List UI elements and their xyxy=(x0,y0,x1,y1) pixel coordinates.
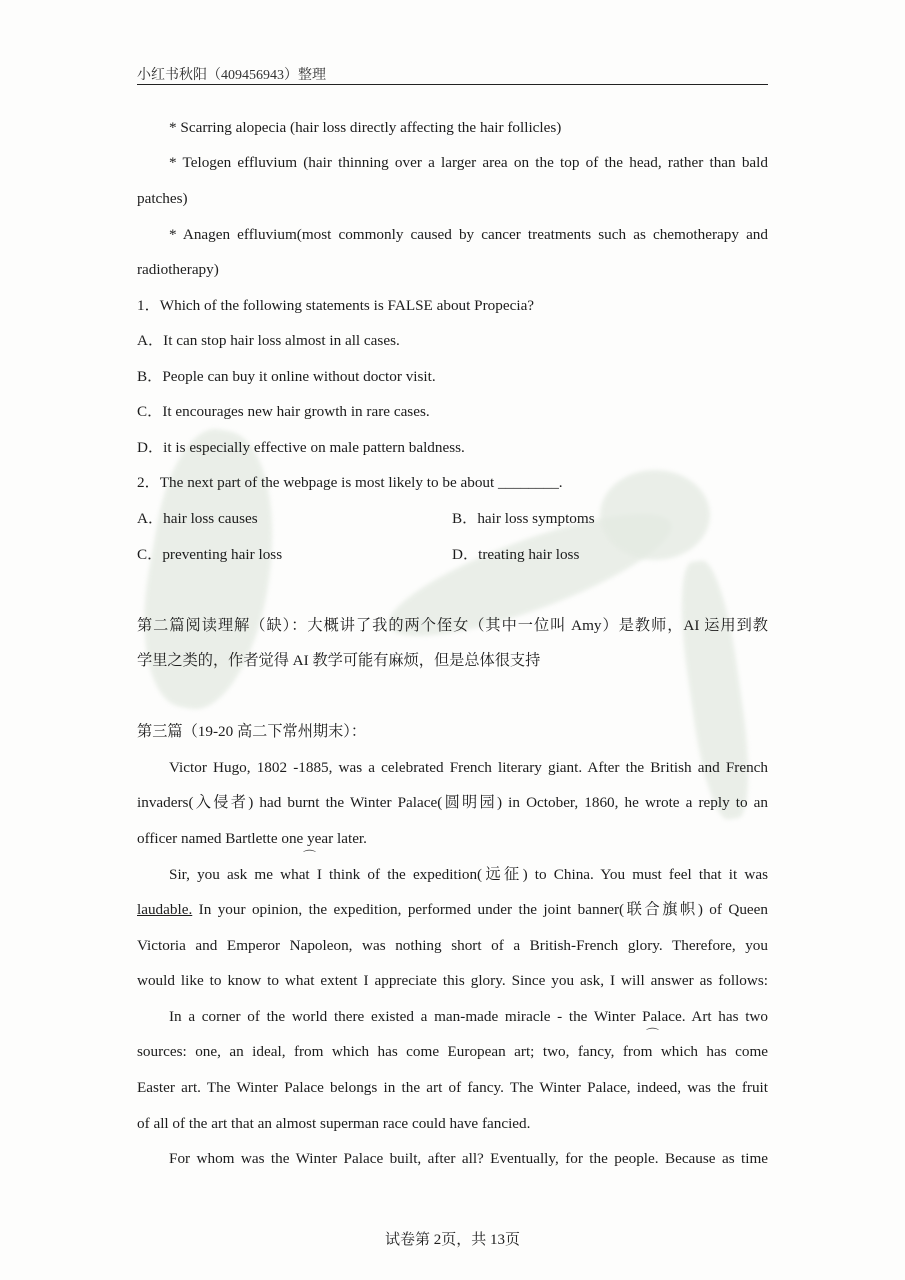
passage2-summary: 学里之类的，作者觉得 AI 教学可能有麻烦，但是总体很支持 xyxy=(137,652,541,669)
line-text: * Anagen effluvium(most commonly caused by cancer treatments such as chemotherapy and xyxy=(169,226,768,243)
option-row xyxy=(137,545,768,565)
text-line xyxy=(137,936,768,956)
watermark xyxy=(672,558,758,822)
passage3-title: 第三篇（19-20 高二下常州期末）： xyxy=(137,723,367,740)
text-line xyxy=(169,225,768,245)
text-line xyxy=(169,1007,768,1027)
line-text: For whom was the Winter Palace built, after all? Eventually, for the people. Because as time xyxy=(169,1150,768,1167)
line-text: D．it is especially effective on male pattern baldness. xyxy=(137,439,465,456)
text-line xyxy=(137,189,768,209)
text-line xyxy=(137,1078,768,1098)
text-line xyxy=(137,367,768,387)
handwritten-mark: ⌒ xyxy=(646,1028,660,1043)
line-text: of all of the art that an almost superman race could have fancied. xyxy=(137,1115,531,1132)
page-header: 小红书秋阳（409456943）整理 xyxy=(137,68,326,83)
text-line xyxy=(137,900,768,920)
page-footer: 试卷第 2页，共 13页 xyxy=(384,1232,520,1248)
line-text: C．It encourages new hair growth in rare cases. xyxy=(137,403,430,420)
line-text: In a corner of the world there existed a man-made miracle - the Winter Palace. Art has two xyxy=(169,1008,768,1025)
line-text: Easter art. The Winter Palace belongs in the art of fancy. The Winter Palace, indeed, was the fruit xyxy=(137,1079,768,1096)
option-row xyxy=(137,509,768,529)
text-line xyxy=(137,296,768,316)
text-line xyxy=(137,793,768,813)
line-text: * Scarring alopecia (hair loss directly affecting the hair follicles) xyxy=(169,119,562,136)
handwritten-mark: ⌒ xyxy=(303,850,317,865)
line-text: A．It can stop hair loss almost in all cases. xyxy=(137,332,400,349)
text-line xyxy=(137,260,768,280)
option-d: D．treating hair loss xyxy=(452,546,580,563)
text-line xyxy=(137,438,768,458)
passage2-summary: 第二篇阅读理解（缺）：大概讲了我的两个侄女（其中一位叫 Amy）是教师，AI 运用到教 xyxy=(137,617,768,634)
text-line xyxy=(169,758,768,778)
line-text: In your opinion, the expedition, performed under the joint banner(联合旗帜) of Queen xyxy=(192,901,768,918)
watermark xyxy=(127,422,294,719)
text-line xyxy=(169,118,768,138)
line-text: sources: one, an ideal, from which has come European art; two, fancy, from which has come xyxy=(137,1043,768,1060)
text-line xyxy=(137,473,768,493)
text-line xyxy=(169,865,768,885)
line-text: patches) xyxy=(137,190,188,207)
line-text: Victoria and Emperor Napoleon, was nothing short of a British-French glory. Therefore, you xyxy=(137,937,768,954)
text-line xyxy=(137,1114,768,1134)
line-text: invaders(入侵者) had burnt the Winter Palace(圆明园) in October, 1860, he wrote a reply to an xyxy=(137,794,768,811)
option-a: A．hair loss causes xyxy=(137,510,258,527)
line-text: radiotherapy) xyxy=(137,261,219,278)
option-c: C．preventing hair loss xyxy=(137,546,283,563)
line-text: 1．Which of the following statements is FALSE about Propecia? xyxy=(137,297,535,314)
line-text: officer named Bartlette one year later. xyxy=(137,830,367,847)
text-line xyxy=(169,1149,768,1169)
text-line xyxy=(169,153,768,173)
option-b: B．hair loss symptoms xyxy=(452,510,595,527)
text-line xyxy=(137,402,768,422)
line-text: Sir, you ask me what I think of the expedition(远征) to China. You must feel that it was xyxy=(169,866,768,883)
underlined-word: laudable. xyxy=(137,901,193,918)
header-divider xyxy=(137,84,768,85)
line-text: 2．The next part of the webpage is most likely to be about ________. xyxy=(137,474,563,491)
line-text: * Telogen effluvium (hair thinning over a larger area on the top of the head, rather than bald xyxy=(169,154,768,171)
text-line xyxy=(137,971,768,991)
line-text: Victor Hugo, 1802 -1885, was a celebrated French literary giant. After the British and French xyxy=(169,759,768,776)
text-line xyxy=(137,331,768,351)
text-line xyxy=(137,1042,768,1062)
line-text: B．People can buy it online without doctor visit. xyxy=(137,368,436,385)
line-text: would like to know to what extent I appreciate this glory. Since you ask, I will answer as follows: xyxy=(137,972,768,989)
text-line xyxy=(137,829,768,849)
